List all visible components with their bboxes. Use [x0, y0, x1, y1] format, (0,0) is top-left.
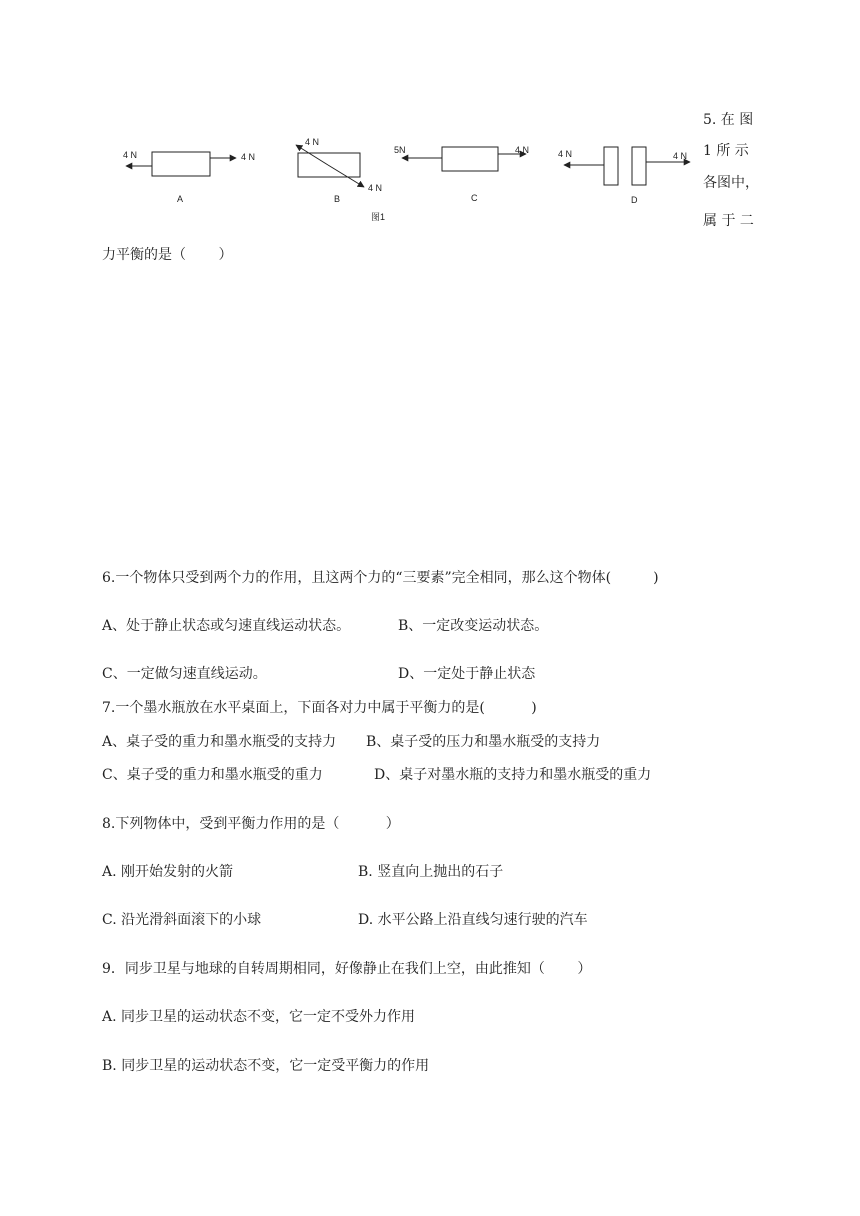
panel-d-left-force-label: 4 N	[558, 149, 573, 159]
q6-option-c: C、一定做匀速直线运动。	[102, 666, 267, 682]
panel-c-right-force-label: 4 N	[515, 145, 530, 155]
panel-b-bottom-force-label: 4 N	[368, 183, 383, 193]
panel-c-block	[442, 147, 498, 171]
figure-caption: 图1	[371, 212, 386, 222]
q8-option-a: A. 刚开始发射的火箭	[102, 864, 234, 880]
panel-a-left-force-label: 4 N	[123, 150, 138, 160]
q9-stem: 9．同步卫星与地球的自转周期相同，好像静止在我们上空，由此推知（ ）	[102, 961, 592, 977]
q5-side-line-2: 1 所 示	[703, 143, 749, 159]
q9-option-a: A. 同步卫星的运动状态不变，它一定不受外力作用	[102, 1009, 416, 1025]
panel-b-label: B	[334, 194, 341, 204]
panel-d-right-block	[632, 147, 646, 185]
q8-stem: 8.下列物体中，受到平衡力作用的是（ ）	[102, 816, 400, 832]
q6-stem: 6.一个物体只受到两个力的作用，且这两个力的“三要素”完全相同，那么这个物体( )	[102, 570, 659, 586]
panel-c-label: C	[471, 193, 478, 203]
q5-side-line-4: 属 于 二	[703, 213, 754, 229]
q7-option-b: B、桌子受的压力和墨水瓶受的支持力	[366, 734, 601, 750]
q6-option-a: A、处于静止状态或匀速直线运动状态。	[102, 618, 351, 634]
q5-stem-tail: 力平衡的是（ ）	[102, 247, 233, 263]
q7-option-d: D、桌子对墨水瓶的支持力和墨水瓶受的重力	[374, 767, 652, 783]
panel-a-diagram	[126, 152, 236, 176]
q5-side-line-1: 5. 在 图	[703, 112, 754, 128]
panel-d-label: D	[631, 195, 638, 205]
q5-side-line-3: 各图中，	[703, 175, 759, 191]
q9-option-b: B. 同步卫星的运动状态不变，它一定受平衡力的作用	[102, 1058, 430, 1074]
q6-option-d: D、一定处于静止状态	[398, 666, 536, 682]
q6-option-b: B、一定改变运动状态。	[398, 618, 549, 634]
panel-b-block	[298, 153, 360, 177]
panel-d-diagram	[564, 147, 690, 185]
panel-a-label: A	[177, 194, 184, 204]
panel-c-left-force-label: 5N	[394, 145, 406, 155]
q8-option-c: C. 沿光滑斜面滚下的小球	[102, 912, 262, 928]
panel-c-diagram	[402, 147, 526, 171]
q8-option-d: D. 水平公路上沿直线匀速行驶的汽车	[358, 912, 588, 928]
panel-d-right-force-label: 4 N	[673, 151, 688, 161]
panel-a-block	[152, 152, 210, 176]
panel-b-lower-arrow	[328, 165, 364, 187]
q7-stem: 7.一个墨水瓶放在水平桌面上，下面各对力中属于平衡力的是( )	[102, 700, 537, 716]
panel-b-diagram	[296, 145, 364, 187]
q8-option-b: B. 竖直向上抛出的石子	[358, 864, 504, 880]
panel-d-left-block	[604, 147, 618, 185]
q7-option-c: C、桌子受的重力和墨水瓶受的重力	[102, 767, 323, 783]
q7-option-a: A、桌子受的重力和墨水瓶受的支持力	[102, 734, 337, 750]
panel-a-right-force-label: 4 N	[241, 152, 256, 162]
panel-b-top-force-label: 4 N	[305, 137, 320, 147]
panel-b-upper-arrow	[296, 145, 328, 165]
